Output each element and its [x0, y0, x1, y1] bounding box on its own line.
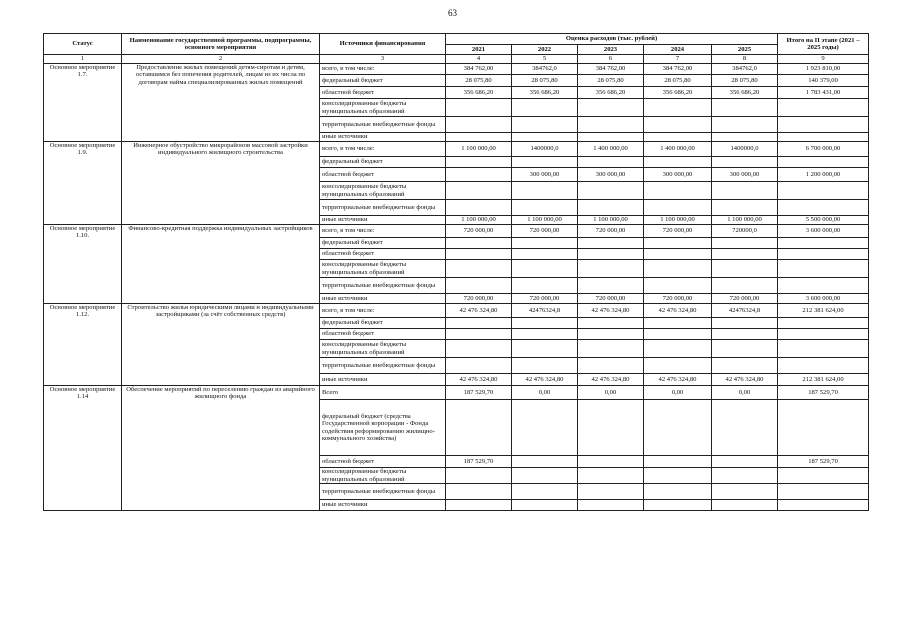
- year-value: 356 686,20: [512, 87, 578, 99]
- year-value: 1 100 000,00: [712, 216, 778, 225]
- measure-name: Инженерное обустройство микрорайонов массовой застройки индивидуального жилищного строительства: [122, 142, 320, 225]
- year-value: [644, 468, 712, 484]
- year-value: [512, 200, 578, 216]
- year-value: [712, 500, 778, 511]
- year-value: [712, 99, 778, 117]
- stage-total-value: 187 529,70: [778, 456, 869, 468]
- year-value: [712, 238, 778, 249]
- funding-source: иные источники: [320, 294, 446, 304]
- measure-name: Финансово-кредитная поддержка индивидуальных застройщиков: [122, 225, 320, 304]
- funding-source: консолидированные бюджеты муниципальных образований: [320, 182, 446, 200]
- funding-source: областной бюджет: [320, 168, 446, 182]
- header-year: 2022: [512, 45, 578, 55]
- funding-source: иные источники: [320, 500, 446, 511]
- year-value: [644, 400, 712, 456]
- measure-status: Основное мероприятие 1.12.: [44, 304, 122, 386]
- stage-total-value: [778, 249, 869, 260]
- year-value: [644, 318, 712, 329]
- funding-source: всего, в том числе:: [320, 225, 446, 238]
- year-value: [578, 456, 644, 468]
- table-row: [44, 64, 869, 75]
- header-total: Итого на II этапе (2021 – 2025 годы): [778, 34, 869, 55]
- year-value: [578, 238, 644, 249]
- stage-total-value: 140 379,00: [778, 75, 869, 87]
- year-value: [712, 133, 778, 142]
- year-value: 1 400 000,00: [644, 142, 712, 157]
- year-value: 42 476 324,80: [446, 304, 512, 318]
- measure-status: Основное мероприятие 1.9.: [44, 142, 122, 225]
- year-value: [644, 249, 712, 260]
- year-value: 300 000,00: [578, 168, 644, 182]
- year-value: [512, 329, 578, 340]
- year-value: [446, 260, 512, 278]
- year-value: [512, 260, 578, 278]
- table-body: [44, 64, 869, 511]
- header-estimate: Оценка расходов (тыс. рублей): [446, 34, 778, 45]
- year-value: [578, 340, 644, 358]
- measure-status: Основное мероприятие 1.7.: [44, 64, 122, 142]
- year-value: 384 762,00: [578, 64, 644, 75]
- funding-source: областной бюджет: [320, 329, 446, 340]
- year-value: [512, 500, 578, 511]
- year-value: 300 000,00: [644, 168, 712, 182]
- year-value: [446, 157, 512, 168]
- measure-status: Основное мероприятие 1.10.: [44, 225, 122, 304]
- year-value: [446, 278, 512, 294]
- year-value: 42 476 324,80: [578, 374, 644, 386]
- stage-total-value: [778, 484, 869, 500]
- year-value: [446, 318, 512, 329]
- year-value: [712, 358, 778, 374]
- year-value: [512, 400, 578, 456]
- stage-total-value: [778, 500, 869, 511]
- year-value: 356 686,20: [644, 87, 712, 99]
- year-value: [512, 249, 578, 260]
- stage-total-value: [778, 99, 869, 117]
- year-value: [446, 182, 512, 200]
- year-value: [644, 157, 712, 168]
- year-value: [578, 358, 644, 374]
- year-value: [644, 500, 712, 511]
- year-value: [578, 278, 644, 294]
- year-value: [512, 157, 578, 168]
- table-row: [44, 225, 869, 238]
- year-value: [712, 182, 778, 200]
- stage-total-value: 1 923 810,00: [778, 64, 869, 75]
- funding-source: всего, в том числе:: [320, 304, 446, 318]
- year-value: 28 075,80: [512, 75, 578, 87]
- year-value: [644, 484, 712, 500]
- year-value: 720000,0: [712, 225, 778, 238]
- stage-total-value: [778, 358, 869, 374]
- funding-source: областной бюджет: [320, 456, 446, 468]
- year-value: 356 686,20: [446, 87, 512, 99]
- table-row: [44, 142, 869, 157]
- funding-source: федеральный бюджет: [320, 75, 446, 87]
- year-value: 0,00: [644, 386, 712, 400]
- header-status: Статус: [44, 34, 122, 55]
- year-value: [578, 200, 644, 216]
- year-value: [446, 468, 512, 484]
- year-value: [712, 400, 778, 456]
- year-value: [644, 358, 712, 374]
- column-index: 2: [122, 55, 320, 64]
- year-value: 42 476 324,80: [512, 374, 578, 386]
- stage-total-value: [778, 468, 869, 484]
- year-value: [644, 329, 712, 340]
- stage-total-value: 212 381 624,00: [778, 374, 869, 386]
- year-value: 42 476 324,80: [644, 374, 712, 386]
- header-year: 2021: [446, 45, 512, 55]
- stage-total-value: 1 783 431,00: [778, 87, 869, 99]
- year-value: [578, 484, 644, 500]
- year-value: 356 686,20: [712, 87, 778, 99]
- column-index: 8: [712, 55, 778, 64]
- year-value: 28 075,80: [578, 75, 644, 87]
- year-value: [446, 358, 512, 374]
- year-value: [578, 468, 644, 484]
- year-value: [644, 200, 712, 216]
- year-value: 720 000,00: [712, 294, 778, 304]
- year-value: 187 529,70: [446, 456, 512, 468]
- stage-total-value: 3 600 000,00: [778, 294, 869, 304]
- year-value: [644, 456, 712, 468]
- year-value: 384 762,00: [446, 64, 512, 75]
- year-value: [512, 484, 578, 500]
- year-value: [446, 500, 512, 511]
- funding-source: иные источники: [320, 374, 446, 386]
- funding-source: консолидированные бюджеты муниципальных образований: [320, 260, 446, 278]
- year-value: 356 686,20: [578, 87, 644, 99]
- year-value: [712, 260, 778, 278]
- header-sources: Источники финансирования: [320, 34, 446, 55]
- stage-total-value: [778, 340, 869, 358]
- year-value: 384 762,00: [644, 64, 712, 75]
- column-index: 7: [644, 55, 712, 64]
- year-value: [578, 182, 644, 200]
- year-value: [512, 182, 578, 200]
- table-header: [44, 34, 869, 64]
- funding-source: территориальные внебюджетные фонды: [320, 278, 446, 294]
- year-value: 384762,0: [712, 64, 778, 75]
- year-value: [644, 340, 712, 358]
- stage-total-value: [778, 200, 869, 216]
- year-value: 1 100 000,00: [446, 142, 512, 157]
- funding-source: территориальные внебюджетные фонды: [320, 484, 446, 500]
- year-value: 0,00: [512, 386, 578, 400]
- stage-total-value: 6 700 000,00: [778, 142, 869, 157]
- year-value: [446, 200, 512, 216]
- year-value: [644, 182, 712, 200]
- year-value: 1 100 000,00: [578, 216, 644, 225]
- stage-total-value: [778, 133, 869, 142]
- year-value: 42 476 324,80: [578, 304, 644, 318]
- year-value: [644, 238, 712, 249]
- year-value: 1 100 000,00: [512, 216, 578, 225]
- funding-source: территориальные внебюджетные фонды: [320, 200, 446, 216]
- year-value: [578, 249, 644, 260]
- year-value: 720 000,00: [644, 225, 712, 238]
- funding-source: территориальные внебюджетные фонды: [320, 117, 446, 133]
- year-value: [512, 340, 578, 358]
- funding-source: иные источники: [320, 133, 446, 142]
- year-value: [578, 157, 644, 168]
- year-value: 28 075,80: [446, 75, 512, 87]
- year-value: [712, 200, 778, 216]
- year-value: 720 000,00: [512, 225, 578, 238]
- year-value: [578, 500, 644, 511]
- year-value: [712, 318, 778, 329]
- stage-total-value: [778, 157, 869, 168]
- year-value: [446, 329, 512, 340]
- funding-source: консолидированные бюджеты муниципальных образований: [320, 340, 446, 358]
- measure-name: Строительство жилья юридическими лицами и индивидуальными застройщиками (за счёт собственных средств): [122, 304, 320, 386]
- measure-name: Обеспечение мероприятий по переселению граждан из аварийного жилищного фонда: [122, 386, 320, 511]
- year-value: 42 476 324,80: [446, 374, 512, 386]
- table-row: [44, 386, 869, 400]
- page-number: 63: [448, 8, 457, 18]
- year-value: [512, 117, 578, 133]
- stage-total-value: [778, 182, 869, 200]
- stage-total-value: 3 600 000,00: [778, 225, 869, 238]
- header-year: 2024: [644, 45, 712, 55]
- year-value: 720 000,00: [512, 294, 578, 304]
- year-value: 42 476 324,80: [712, 374, 778, 386]
- table-row: [44, 304, 869, 318]
- year-value: 1 100 000,00: [446, 216, 512, 225]
- column-index-row: [44, 55, 869, 64]
- year-value: 720 000,00: [578, 225, 644, 238]
- year-value: [712, 456, 778, 468]
- year-value: [712, 157, 778, 168]
- stage-total-value: 5 500 000,00: [778, 216, 869, 225]
- stage-total-value: [778, 278, 869, 294]
- year-value: [446, 484, 512, 500]
- year-value: [512, 468, 578, 484]
- column-index: 4: [446, 55, 512, 64]
- year-value: [712, 278, 778, 294]
- stage-total-value: 1 200 000,00: [778, 168, 869, 182]
- year-value: [578, 329, 644, 340]
- year-value: 0,00: [578, 386, 644, 400]
- funding-source: иные источники: [320, 216, 446, 225]
- year-value: 720 000,00: [446, 225, 512, 238]
- year-value: [578, 99, 644, 117]
- stage-total-value: [778, 318, 869, 329]
- funding-source: территориальные внебюджетные фонды: [320, 358, 446, 374]
- year-value: [512, 238, 578, 249]
- year-value: 42 476 324,80: [644, 304, 712, 318]
- year-value: [512, 318, 578, 329]
- stage-total-value: [778, 400, 869, 456]
- column-index: 1: [44, 55, 122, 64]
- year-value: [712, 484, 778, 500]
- column-index: 6: [578, 55, 644, 64]
- column-index: 9: [778, 55, 869, 64]
- stage-total-value: [778, 117, 869, 133]
- year-value: [644, 117, 712, 133]
- year-value: 28 075,80: [644, 75, 712, 87]
- year-value: [512, 456, 578, 468]
- year-value: [446, 99, 512, 117]
- year-value: [712, 249, 778, 260]
- stage-total-value: [778, 260, 869, 278]
- funding-source: Всего: [320, 386, 446, 400]
- year-value: [512, 278, 578, 294]
- year-value: 1400000,0: [712, 142, 778, 157]
- year-value: 384762,0: [512, 64, 578, 75]
- header-year: 2025: [712, 45, 778, 55]
- year-value: [644, 278, 712, 294]
- year-value: [712, 329, 778, 340]
- funding-source: консолидированные бюджеты муниципальных образований: [320, 468, 446, 484]
- year-value: 300 000,00: [512, 168, 578, 182]
- year-value: [512, 99, 578, 117]
- year-value: [712, 340, 778, 358]
- funding-source: всего, в том числе:: [320, 142, 446, 157]
- year-value: [446, 238, 512, 249]
- year-value: [578, 318, 644, 329]
- year-value: 42476324,8: [712, 304, 778, 318]
- column-index: 3: [320, 55, 446, 64]
- stage-total-value: 187 529,70: [778, 386, 869, 400]
- stage-total-value: [778, 329, 869, 340]
- measure-name: Предоставление жилых помещений детям-сиротам и детям, оставшимся без попечения родителей, лицам из их числа по договорам найма специализированных жилых помещений: [122, 64, 320, 142]
- header-name: Наименование государственной программы, подпрограммы, основного мероприятия: [122, 34, 320, 55]
- year-value: 300 000,00: [712, 168, 778, 182]
- year-value: [446, 340, 512, 358]
- funding-source: федеральный бюджет (средства Государственной корпорации - Фонда содействия реформированию жилищно-коммунального хозяйства): [320, 400, 446, 456]
- year-value: [446, 133, 512, 142]
- year-value: [512, 133, 578, 142]
- year-value: 720 000,00: [446, 294, 512, 304]
- year-value: 720 000,00: [644, 294, 712, 304]
- year-value: 0,00: [712, 386, 778, 400]
- year-value: [712, 468, 778, 484]
- funding-source: всего, в том числе:: [320, 64, 446, 75]
- year-value: 720 000,00: [578, 294, 644, 304]
- funding-source: консолидированные бюджеты муниципальных образований: [320, 99, 446, 117]
- year-value: [512, 358, 578, 374]
- year-value: 1 400 000,00: [578, 142, 644, 157]
- year-value: [644, 133, 712, 142]
- year-value: [578, 117, 644, 133]
- funding-source: федеральный бюджет: [320, 157, 446, 168]
- year-value: 1400000,0: [512, 142, 578, 157]
- funding-source: областной бюджет: [320, 249, 446, 260]
- year-value: 187 529,70: [446, 386, 512, 400]
- funding-source: федеральный бюджет: [320, 238, 446, 249]
- year-value: [712, 117, 778, 133]
- year-value: [446, 400, 512, 456]
- year-value: [578, 133, 644, 142]
- year-value: [578, 400, 644, 456]
- funding-source: областной бюджет: [320, 87, 446, 99]
- year-value: [644, 260, 712, 278]
- measure-status: Основное мероприятие 1.14: [44, 386, 122, 511]
- stage-total-value: [778, 238, 869, 249]
- stage-total-value: 212 381 624,00: [778, 304, 869, 318]
- header-year: 2023: [578, 45, 644, 55]
- year-value: 28 075,80: [712, 75, 778, 87]
- year-value: 1 100 000,00: [644, 216, 712, 225]
- year-value: [446, 117, 512, 133]
- funding-source: федеральный бюджет: [320, 318, 446, 329]
- year-value: [446, 249, 512, 260]
- year-value: 42476324,8: [512, 304, 578, 318]
- financing-table: [43, 33, 869, 511]
- year-value: [644, 99, 712, 117]
- column-index: 5: [512, 55, 578, 64]
- year-value: [578, 260, 644, 278]
- year-value: [446, 168, 512, 182]
